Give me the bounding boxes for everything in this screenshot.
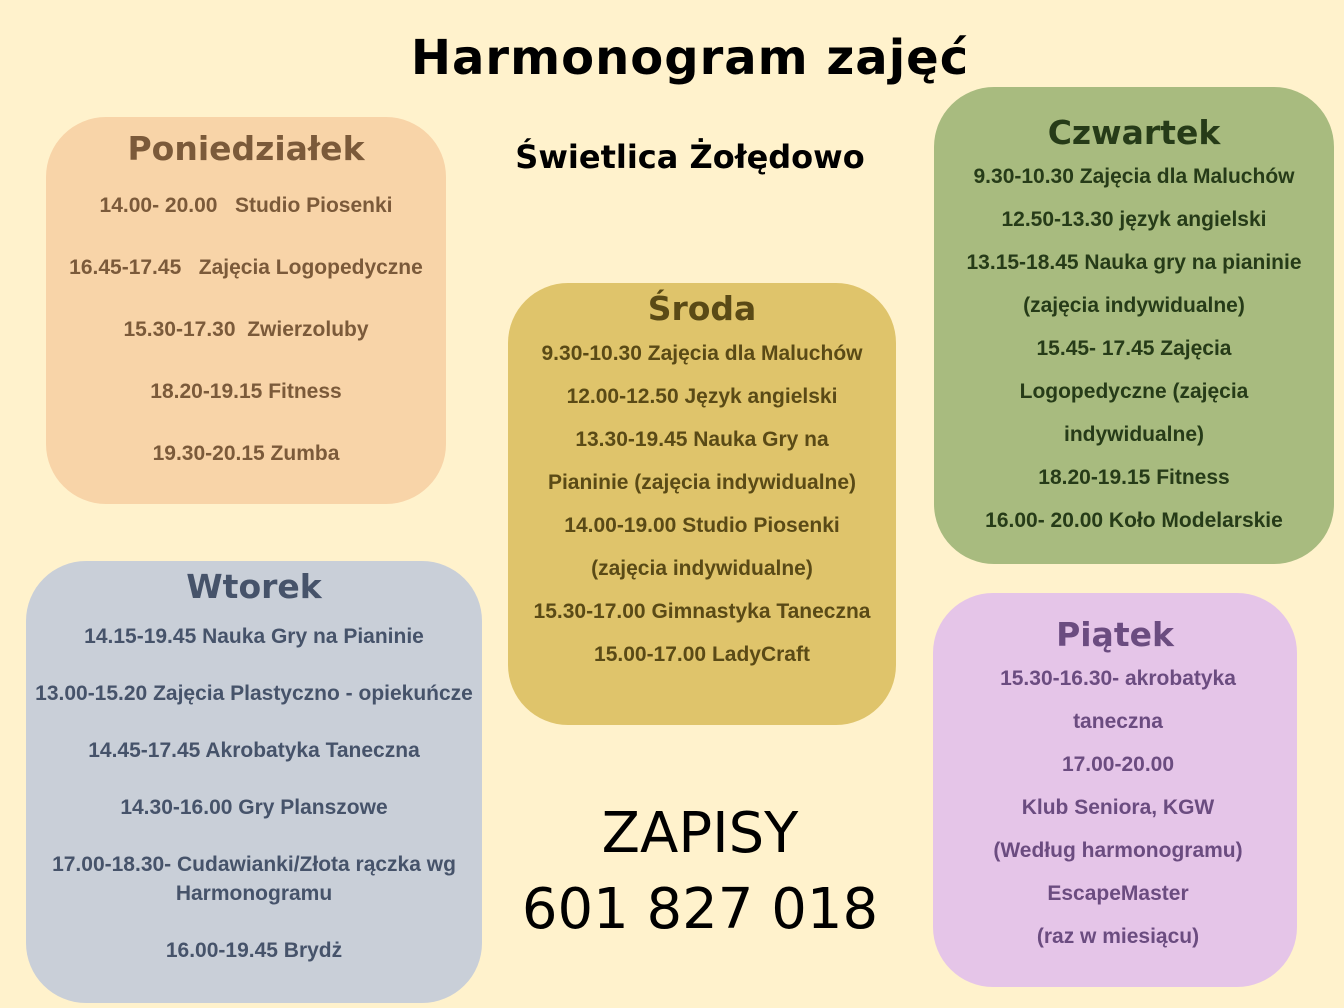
day-title-monday: Poniedziałek [127,129,365,168]
schedule-item: 12.50-13.30 język angielski [1001,208,1267,231]
page-subtitle: Świetlica Żołędowo [515,138,865,176]
schedule-item: 19.30-20.15 Zumba [152,442,340,465]
day-card-friday [933,593,1297,987]
day-title-thursday: Czwartek [1047,113,1221,152]
schedule-item: 17.00-20.00 [1061,753,1175,776]
schedule-item: 14.00-19.00 Studio Piosenki (zajęcia indywidualne) [564,514,840,580]
schedule-item: 15.00-17.00 LadyCraft [594,643,810,666]
day-card-tuesday [26,561,482,1003]
day-card-wednesday [508,283,896,725]
schedule-item: 15.45- 17.45 Zajęcia Logopedyczne (zajęcia indywidualne) [1019,337,1249,446]
schedule-item: 12.00-12.50 Język angielski [566,385,838,408]
schedule-item: 15.30-16.30- akrobatyka taneczna [1000,667,1236,733]
day-title-wednesday: Środa [647,289,757,328]
schedule-item: 16.00- 20.00 Koło Modelarskie [985,509,1283,532]
day-title-friday: Piątek [1056,615,1174,654]
schedule-item: 18.20-19.15 Fitness [1038,466,1230,489]
day-title-tuesday: Wtorek [186,567,322,606]
schedule-item: 15.30-17.00 Gimnastyka Taneczna [533,600,871,623]
schedule-item: 9.30-10.30 Zajęcia dla Maluchów [973,165,1295,188]
schedule-item: 15.30-17.30 Zwierzoluby [123,318,369,341]
schedule-item: 18.20-19.15 Fitness [150,380,342,403]
signup-block [520,796,880,948]
signup-label: ZAPISY [601,801,799,866]
schedule-item: Klub Seniora, KGW [1021,796,1215,819]
schedule-item: 13.30-19.45 Nauka Gry na Pianinie (zajęcia indywidualne) [547,428,857,494]
schedule-item: 13.15-18.45 Nauka gry na pianinie (zajęcia indywidualne) [966,251,1302,317]
schedule-item: (raz w miesiącu) [1036,925,1200,948]
schedule-item: 14.15-19.45 Nauka Gry na Pianinie [84,625,424,648]
page-title: Harmonogram zajęć [410,30,970,86]
day-card-monday [46,117,446,504]
day-card-thursday [934,87,1334,564]
schedule-item: 13.00-15.20 Zajęcia Plastyczno - opiekuńcze [35,682,473,705]
schedule-item: 17.00-18.30- Cudawianki/Złota rączka wg Harmonogramu [52,853,456,905]
schedule-item: (Według harmonogramu) [993,839,1243,862]
schedule-item: 14.00- 20.00 Studio Piosenki [99,194,393,217]
schedule-item: 14.45-17.45 Akrobatyka Taneczna [88,739,420,762]
schedule-item: 16.45-17.45 Zajęcia Logopedyczne [69,256,423,279]
schedule-item: 14.30-16.00 Gry Planszowe [120,796,388,819]
schedule-item: 9.30-10.30 Zajęcia dla Maluchów [541,342,863,365]
schedule-item: EscapeMaster [1047,882,1189,905]
schedule-item: 16.00-19.45 Brydż [165,939,343,962]
signup-phone: 601 827 018 [521,877,879,942]
